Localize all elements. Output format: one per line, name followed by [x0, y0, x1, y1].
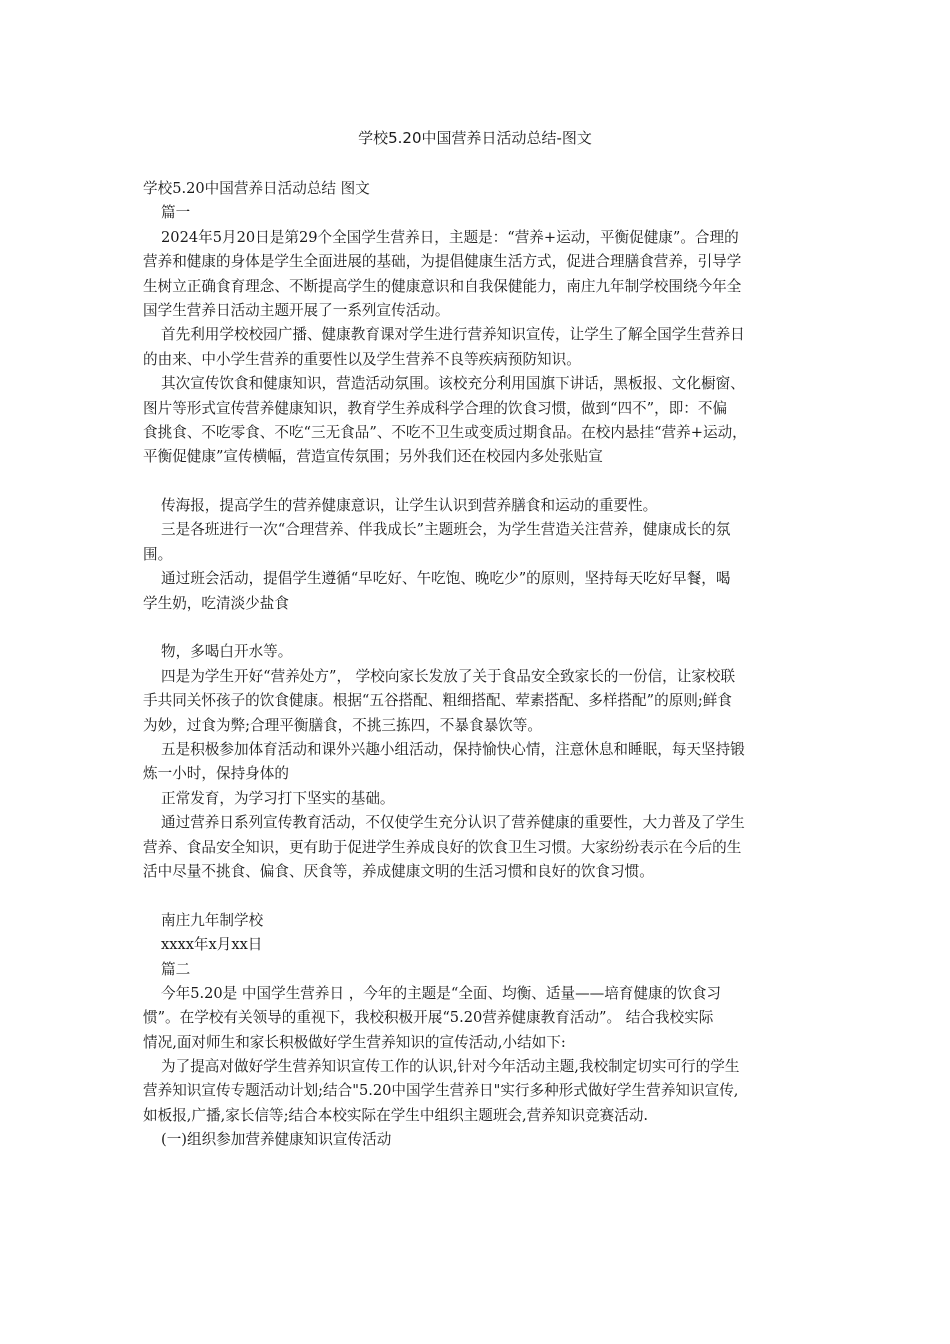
- text-line: 首先利用学校校园广播、健康教育课对学生进行营养知识宣传，让学生了解全国学生营养日: [161, 326, 745, 344]
- text-line: 如板报,广播,家长信等;结合本校实际在学生中组织主题班会,营养知识竞赛活动.: [143, 1106, 649, 1124]
- text-line: 惯”。在学校有关领导的重视下，我校积极开展“5.20营养健康教育活动”。 结合我校实际: [143, 1009, 714, 1027]
- document-title: 学校5.20中国营养日活动总结-图文: [358, 129, 592, 147]
- text-line: 国学生营养日活动主题开展了一系列宣传活动。: [143, 301, 450, 319]
- section-heading: 篇二: [161, 960, 191, 978]
- text-line: 围。: [143, 545, 173, 563]
- text-line: 活中尽量不挑食、偏食、厌食等，养成健康文明的生活习惯和良好的饮食习惯。: [143, 862, 654, 880]
- text-line: 2024年5月20日是第29个全国学生营养日，主题是：“营养+运动，平衡促健康”。合理的: [161, 228, 739, 246]
- text-line: 通过营养日系列宣传教育活动，不仅使学生充分认识了营养健康的重要性，大力普及了学生: [161, 814, 745, 832]
- text-line: 情况,面对师生和家长积极做好学生营养知识的宣传活动,小结如下:: [143, 1033, 566, 1051]
- blank-line: [143, 470, 813, 494]
- text-line: 为妙，过食为弊;合理平衡膳食，不挑三拣四，不暴食暴饮等。: [143, 716, 542, 734]
- text-line: 图片等形式宣传营养健康知识，教育学生养成科学合理的饮食习惯，做到“四不”，即：不偏: [143, 399, 728, 417]
- signature-school: 南庄九年制学校: [161, 911, 264, 929]
- text-line: 为了提高对做好学生营养知识宣传工作的认识,针对今年活动主题,我校制定切实可行的学生: [161, 1058, 740, 1076]
- text-line: 平衡促健康”宣传横幅，营造宣传氛围；另外我们还在校园内多处张贴宣: [143, 448, 603, 466]
- text-line: 的由来、中小学生营养的重要性以及学生营养不良等疾病预防知识。: [143, 350, 581, 368]
- text-line: 食挑食、不吃零食、不吃“三无食品”、不吃不卫生或变质过期食品。在校内悬挂“营养+运动，: [143, 423, 747, 441]
- text-line: 传海报，提高学生的营养健康意识，让学生认识到营养膳食和运动的重要性。: [161, 497, 658, 515]
- text-line: 其次宣传饮食和健康知识，营造活动氛围。该校充分利用国旗下讲话，黑板报、文化橱窗、: [161, 375, 745, 393]
- text-line: 正常发育，为学习打下坚实的基础。: [161, 789, 395, 807]
- subsection-heading: (一)组织参加营养健康知识宣传活动: [161, 1131, 392, 1149]
- text-line: 通过班会活动，提倡学生遵循“早吃好、午吃饱、晚吃少”的原则，坚持每天吃好早餐，喝: [161, 570, 731, 588]
- text-line: 物，多喝白开水等。: [161, 643, 293, 661]
- text-line: 营养、食品安全知识，更有助于促进学生养成良好的饮食卫生习惯。大家纷纷表示在今后的生: [143, 838, 742, 856]
- text-line: 四是为学生开好“营养处方”， 学校向家长发放了关于食品安全致家长的一份信，让家校联: [161, 667, 736, 685]
- text-line: 炼一小时，保持身体的: [143, 765, 289, 783]
- text-line: 营养知识宣传专题活动计划;结合"5.20中国学生营养日"实行多种形式做好学生营养知识宣传,: [143, 1082, 739, 1100]
- text-line: 手共同关怀孩子的饮食健康。根据“五谷搭配、粗细搭配、荤素搭配、多样搭配”的原则;鲜食: [143, 692, 732, 710]
- text-line: 营养和健康的身体是学生全面进展的基础，为提倡健康生活方式，促进合理膳食营养，引导学: [143, 253, 742, 271]
- text-line: 三是各班进行一次“合理营养、伴我成长”主题班会，为学生营造关注营养，健康成长的氛: [161, 521, 731, 539]
- text-line: 今年5.20是 中国学生营养日 ，今年的主题是“全面、均衡、适量——培育健康的饮食习: [161, 984, 722, 1002]
- signature-date: xxxx年x月xx日: [161, 936, 263, 954]
- subtitle-line: 学校5.20中国营养日活动总结 图文: [143, 180, 370, 197]
- blank-line: [143, 884, 813, 908]
- text-line: 生树立正确食育理念、不断提高学生的健康意识和自我保健能力，南庄九年制学校围绕今年全: [143, 277, 742, 295]
- blank-line: [143, 616, 813, 640]
- text-line: 学生奶，吃清淡少盐食: [143, 594, 289, 612]
- text-line: 五是积极参加体育活动和课外兴趣小组活动，保持愉快心情，注意休息和睡眠，每天坚持锻: [161, 740, 745, 758]
- section-heading: 篇一: [161, 204, 191, 222]
- document-body: [143, 177, 813, 1153]
